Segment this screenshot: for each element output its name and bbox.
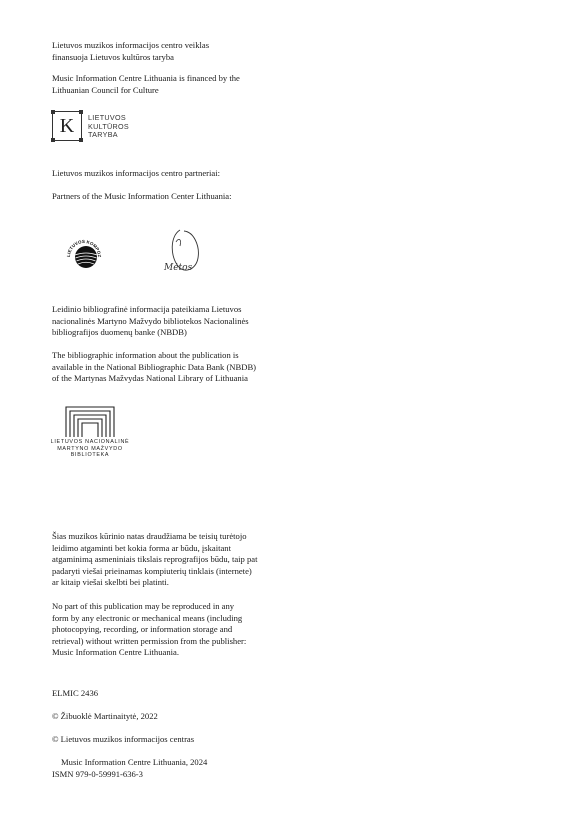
publisher-copyright-lt: © Lietuvos muzikos informacijos centras [52, 733, 195, 744]
national-library-logo [48, 404, 132, 462]
funding-text-en: Music Information Centre Lithuania is financed by the Lithuanian Council for Culture [52, 73, 240, 95]
signature-partner-logo [162, 226, 212, 282]
publisher-copyright-en: Music Information Centre Lithuania, 2024 [61, 757, 208, 768]
partners-text-lt: Lietuvos muzikos informacijos centro partneriai: [52, 168, 221, 178]
composer-copyright: © Žibuoklė Martinaitytė, 2022 [52, 710, 158, 721]
copyright-notice-lt: Šias muzikos kūrinio natas draudžiama be teisių turėtojo leidimo atgaminti bet kokia forma ar būdu, įskaitant atgaminimą asmeniniais tikslais reprografijos būdu, taip pat padaryti viešai prieinamas kompiuterių tinklais (internete) ar kitaip viešai skelbti bei platinti. [52, 531, 258, 588]
signature-drawing [162, 226, 212, 282]
edition-info [52, 676, 207, 780]
signature-text: Mėtos [164, 263, 193, 273]
composers-union-logo [62, 231, 106, 275]
library-logo-line2: MARTYNO MAŽVYDO [57, 445, 123, 452]
funding-text-lt: Lietuvos muzikos informacijos centro veiklas finansuoja Lietuvos kultūros taryba [52, 40, 210, 62]
biblio-text-lt: Leidinio bibliografinė informacija pateikiama Lietuvos nacionalinės Martyno Mažvydo bibliotekos Nacionalinės bibliografijos duomenų banke (NBDB) [52, 304, 249, 338]
council-logo-line1: LIETUVOS [88, 113, 126, 122]
catalog-number: ELMIC 2436 [52, 687, 99, 698]
council-logo-frame [52, 111, 82, 141]
council-logo-letter: K [59, 115, 75, 137]
ismn-number: ISMN 979-0-59991-636-3 [52, 769, 143, 779]
council-for-culture-logo [52, 111, 142, 147]
biblio-text-en: The bibliographic information about the publication is available in the National Bibliographic Data Bank (NBDB) of the Martynas Mažvydas National Library of Lithuania [52, 350, 257, 384]
library-logo-line1: LIETUVOS NACIONALINĖ [50, 439, 130, 445]
composers-union-logo-text: LIETUVOS KOMPOZ [65, 238, 103, 258]
copyright-notice-en: No part of this publication may be reproduced in any form by any electronic or mechanical means (including photocopying, recording, or information storage and retrieval) without written permission from the publisher: Music Information Centre Lithuania. [52, 601, 247, 658]
council-logo-line2: KULTŪROS [88, 121, 130, 131]
library-logo-line3: BIBLIOTEKA [70, 452, 110, 459]
council-logo-line3: TARYBA [88, 130, 118, 140]
composers-union-emblem [62, 231, 106, 275]
partners-text-en: Partners of the Music Information Center Lithuania: [52, 191, 232, 201]
library-emblem [48, 404, 132, 438]
